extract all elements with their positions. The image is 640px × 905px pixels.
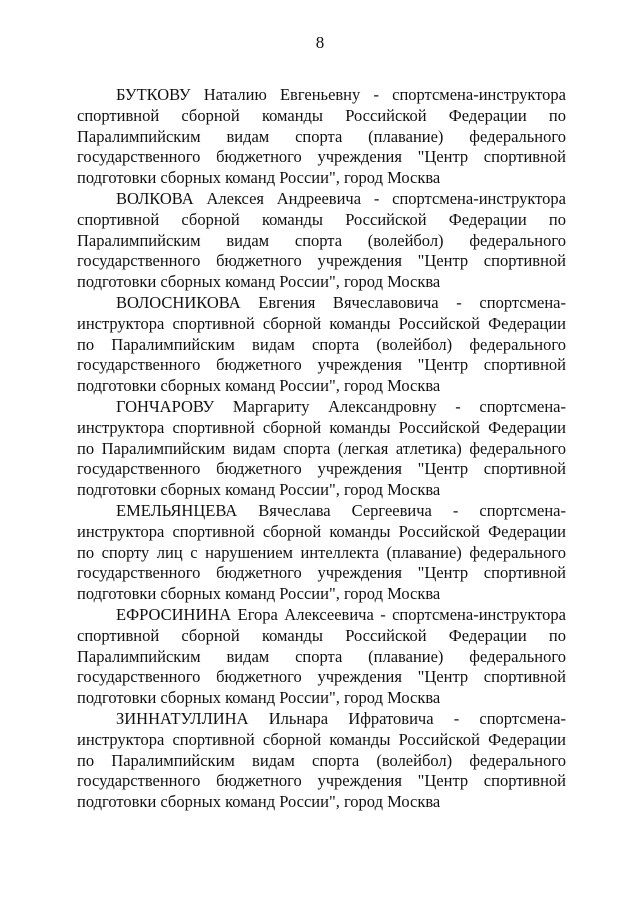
- award-entry: ВОЛОСНИКОВА Евгения Вячеславовича - спортсмена-инструктора спортивной сборной команды Российской Федерации по Паралимпийским видам спорта (волейбол) федерального государственного бюджетного учреждения "Центр спортивной подготовки сборных команд России", город Москва: [77, 292, 566, 396]
- award-entry: ВОЛКОВА Алексея Андреевича - спортсмена-инструктора спортивной сборной команды Российской Федерации по Паралимпийским видам спорта (волейбол) федерального государственного бюджетного учреждения "Центр спортивной подготовки сборных команд России", город Москва: [77, 188, 566, 292]
- page-number: 8: [315, 33, 325, 52]
- award-entry: ЕМЕЛЬЯНЦЕВА Вячеслава Сергеевича - спортсмена-инструктора спортивной сборной команды Российской Федерации по спорту лиц с нарушением интеллекта (плавание) федерального государственного бюджетного учреждения "Центр спортивной подготовки сборных команд России", город Москва: [77, 500, 566, 604]
- award-entry: БУТКОВУ Наталию Евгеньевну - спортсмена-инструктора спортивной сборной команды Российской Федерации по Паралимпийским видам спорта (плавание) федерального государственного бюджетного учреждения "Центр спортивной подготовки сборных команд России", город Москва: [77, 85, 566, 188]
- award-entry: ЗИННАТУЛЛИНА Ильнара Ифратовича - спортсмена-инструктора спортивной сборной команды Российской Федерации по Паралимпийским видам спорта (волейбол) федерального государственного бюджетного учреждения "Центр спортивной подготовки сборных команд России", город Москва: [77, 708, 566, 812]
- award-entry: ЕФРОСИНИНА Егора Алексеевича - спортсмена-инструктора спортивной сборной команды Российской Федерации по Паралимпийским видам спорта (плавание) федерального государственного бюджетного учреждения "Центр спортивной подготовки сборных команд России", город Москва: [77, 604, 566, 708]
- document-body: [77, 85, 566, 813]
- award-entry: ГОНЧАРОВУ Маргариту Александровну - спортсмена-инструктора спортивной сборной команды Российской Федерации по Паралимпийским видам спорта (легкая атлетика) федерального государственного бюджетного учреждения "Центр спортивной подготовки сборных команд России", город Москва: [77, 396, 566, 500]
